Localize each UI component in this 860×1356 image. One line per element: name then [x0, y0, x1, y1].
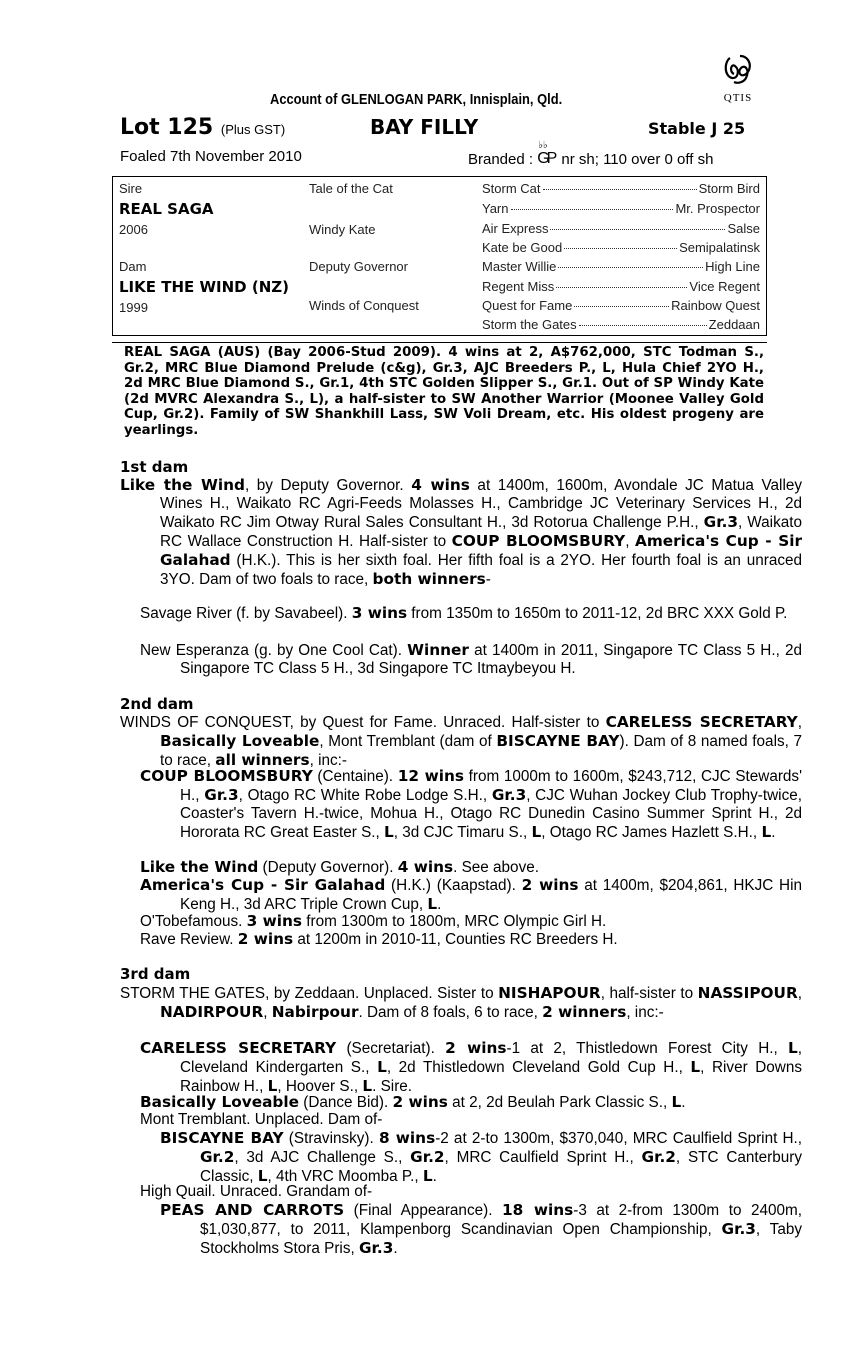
- progeny-entry: Rave Review. 2 wins at 1200m in 2010-11, Counties RC Breeders H.: [140, 930, 618, 948]
- lot-label: Lot 125: [120, 115, 214, 140]
- divider: [112, 342, 767, 343]
- grandparent-row: Kate be Good Semipalatinsk: [482, 240, 760, 255]
- vendor-account: Account of GLENLOGAN PARK, Innisplain, Qld.: [270, 91, 563, 108]
- foaled-date: Foaled 7th November 2010: [120, 148, 302, 165]
- grandparent-row: Storm the Gates Zeddaan: [482, 317, 760, 332]
- progeny-entry: New Esperanza (g. by One Cool Cat). Winner at 1400m in 2011, Singapore TC Class 5 H., 2d Singapore TC Class 5 H., 3d Singapore TC Itmaybeyou H.: [140, 641, 802, 677]
- dam-label: Dam: [119, 259, 147, 274]
- qtis-logo-text: QTIS: [723, 92, 753, 104]
- grandparent-row: Storm Cat Storm Bird: [482, 181, 760, 196]
- grandparent-row: Quest for Fame Rainbow Quest: [482, 298, 760, 313]
- grand-progeny-entry: PEAS AND CARROTS (Final Appearance). 18 wins-3 at 2-from 1300m to 2400m, $1,030,877, to 2011, Klampenborg Scandinavian Open Championship, Gr.3, Taby Stockholms Stora Pris, Gr.3.: [160, 1201, 802, 1257]
- stable-number: Stable J 25: [648, 119, 746, 138]
- brand-mark: ♭♭ GP: [537, 140, 555, 167]
- qtis-emblem-icon: [720, 52, 756, 88]
- progeny-entry: Mont Tremblant. Unplaced. Dam of-: [140, 1111, 383, 1128]
- sire-label: Sire: [119, 181, 143, 196]
- progeny-entry: O'Tobefamous. 3 wins from 1300m to 1800m, MRC Olympic Girl H.: [140, 912, 607, 930]
- dam-year: 1999: [119, 300, 148, 315]
- grandparent-row: Yarn Mr. Prospector: [482, 201, 760, 216]
- sire-summary: REAL SAGA (AUS) (Bay 2006-Stud 2009). 4 wins at 2, A$762,000, STC Todman S., Gr.2, MRC Blue Diamond Prelude (c&g), Gr.3, AJC Breeders P., L, Hula Chief 2YO H., 2d MRC Blue Diamond S., Gr.1, 4th STC Golden Slipper S., Gr.1. Out of SP Windy Kate (2d MVRC Alexandra S., L), a half-sister to SW Another Warrior (Moonee Valley Gold Cup, Gr.2). Family of SW Shankhill Lass, SW Voli Dream, etc. His oldest progeny are yearlings.: [124, 345, 764, 438]
- sire-dam: Windy Kate: [309, 222, 376, 237]
- progeny-entry: CARELESS SECRETARY (Secretariat). 2 wins-1 at 2, Thistledown Forest City H., L, Cleveland Kindergarten S., L, 2d Thistledown Cleveland Gold Cup H., L, River Downs Rainbow H., L, Hoover S., L. Sire.: [140, 1039, 803, 1095]
- sire-sire: Tale of the Cat: [309, 181, 393, 196]
- progeny-entry: Savage River (f. by Savabeel). 3 wins from 1350m to 1650m to 2011-12, 2d BRC XXX Gold P.: [140, 604, 788, 622]
- progeny-entry: Basically Loveable (Dance Bid). 2 wins at 2, 2d Beulah Park Classic S., L.: [140, 1093, 686, 1111]
- second-dam-entry: WINDS OF CONQUEST, by Quest for Fame. Unraced. Half-sister to CARELESS SECRETARY, Basically Loveable, Mont Tremblant (dam of BISCAYNE BAY). Dam of 8 named foals, 7 to race, all winners, inc:-: [120, 713, 803, 769]
- pedigree-table: [112, 176, 767, 336]
- progeny-entry: Like the Wind (Deputy Governor). 4 wins. See above.: [140, 858, 539, 876]
- dam-sire: Deputy Governor: [309, 259, 408, 274]
- second-dam-heading: 2nd dam: [120, 695, 194, 713]
- sire-year: 2006: [119, 222, 148, 237]
- first-dam-heading: 1st dam: [120, 458, 189, 476]
- qtis-logo: [712, 52, 764, 106]
- grandparent-row: Air Express Salse: [482, 221, 760, 236]
- brand-crown-icon: ♭♭: [538, 140, 548, 151]
- progeny-entry: COUP BLOOMSBURY (Centaine). 12 wins from 1000m to 1600m, $243,712, CJC Stewards' H., Gr.3, Otago RC White Robe Lodge S.H., Gr.3, CJC Wuhan Jockey Club Trophy-twice, Coaster's Tavern H.-twice, Mohua H., Otago RC Dunedin Casino Summer Sprint H., 2d Hororata RC Great Easter S., L, 3d CJC Timaru S., L, Otago RC James Hazlett S.H., L.: [140, 767, 803, 841]
- third-dam-entry: STORM THE GATES, by Zeddaan. Unplaced. Sister to NISHAPOUR, half-sister to NASSIPOUR, NADIRPOUR, Nabirpour. Dam of 8 foals, 6 to race, 2 winners, inc:-: [120, 984, 803, 1021]
- progeny-entry: America's Cup - Sir Galahad (H.K.) (Kaapstad). 2 wins at 1400m, $204,861, HKJC Hin Keng H., 3d ARC Triple Crown Cup, L.: [140, 876, 803, 913]
- sire-name: REAL SAGA: [119, 200, 214, 218]
- grandparent-row: Regent Miss Vice Regent: [482, 279, 760, 294]
- progeny-entry: High Quail. Unraced. Grandam of-: [140, 1183, 373, 1200]
- third-dam-heading: 3rd dam: [120, 965, 191, 983]
- grand-progeny-entry: BISCAYNE BAY (Stravinsky). 8 wins-2 at 2-to 1300m, $370,040, MRC Caulfield Sprint H., Gr.2, 3d AJC Challenge S., Gr.2, MRC Caulfield Sprint H., Gr.2, STC Canterbury Classic, L, 4th VRC Moomba P., L.: [160, 1129, 803, 1185]
- dam-name: LIKE THE WIND (NZ): [119, 278, 289, 296]
- grandparent-row: Master Willie High Line: [482, 259, 760, 274]
- dam-dam: Winds of Conquest: [309, 298, 419, 313]
- lot-number: [120, 115, 285, 140]
- horse-description: BAY FILLY: [370, 115, 479, 139]
- first-dam-entry: Like the Wind, by Deputy Governor. 4 wins at 1400m, 1600m, Avondale JC Matua Valley Wines H., Waikato RC Agri-Feeds Molasses H., Cambridge JC Veterinary Services H., 2d Waikato RC Jim Otway Rural Sales Consultant H., 3d Rotorua Challenge P.H., Gr.3, Waikato RC Wallace Construction H. Half-sister to COUP BLOOMSBURY, America's Cup - Sir Galahad (H.K.). This is her sixth foal. Her fifth foal is a 2YO. Her fourth foal is an unraced 3YO. Dam of two foals to race, both winners-: [120, 476, 802, 588]
- brand-description: Branded : ♭♭ GP nr sh; 110 over 0 off sh: [468, 140, 714, 168]
- plus-gst: (Plus GST): [220, 122, 286, 137]
